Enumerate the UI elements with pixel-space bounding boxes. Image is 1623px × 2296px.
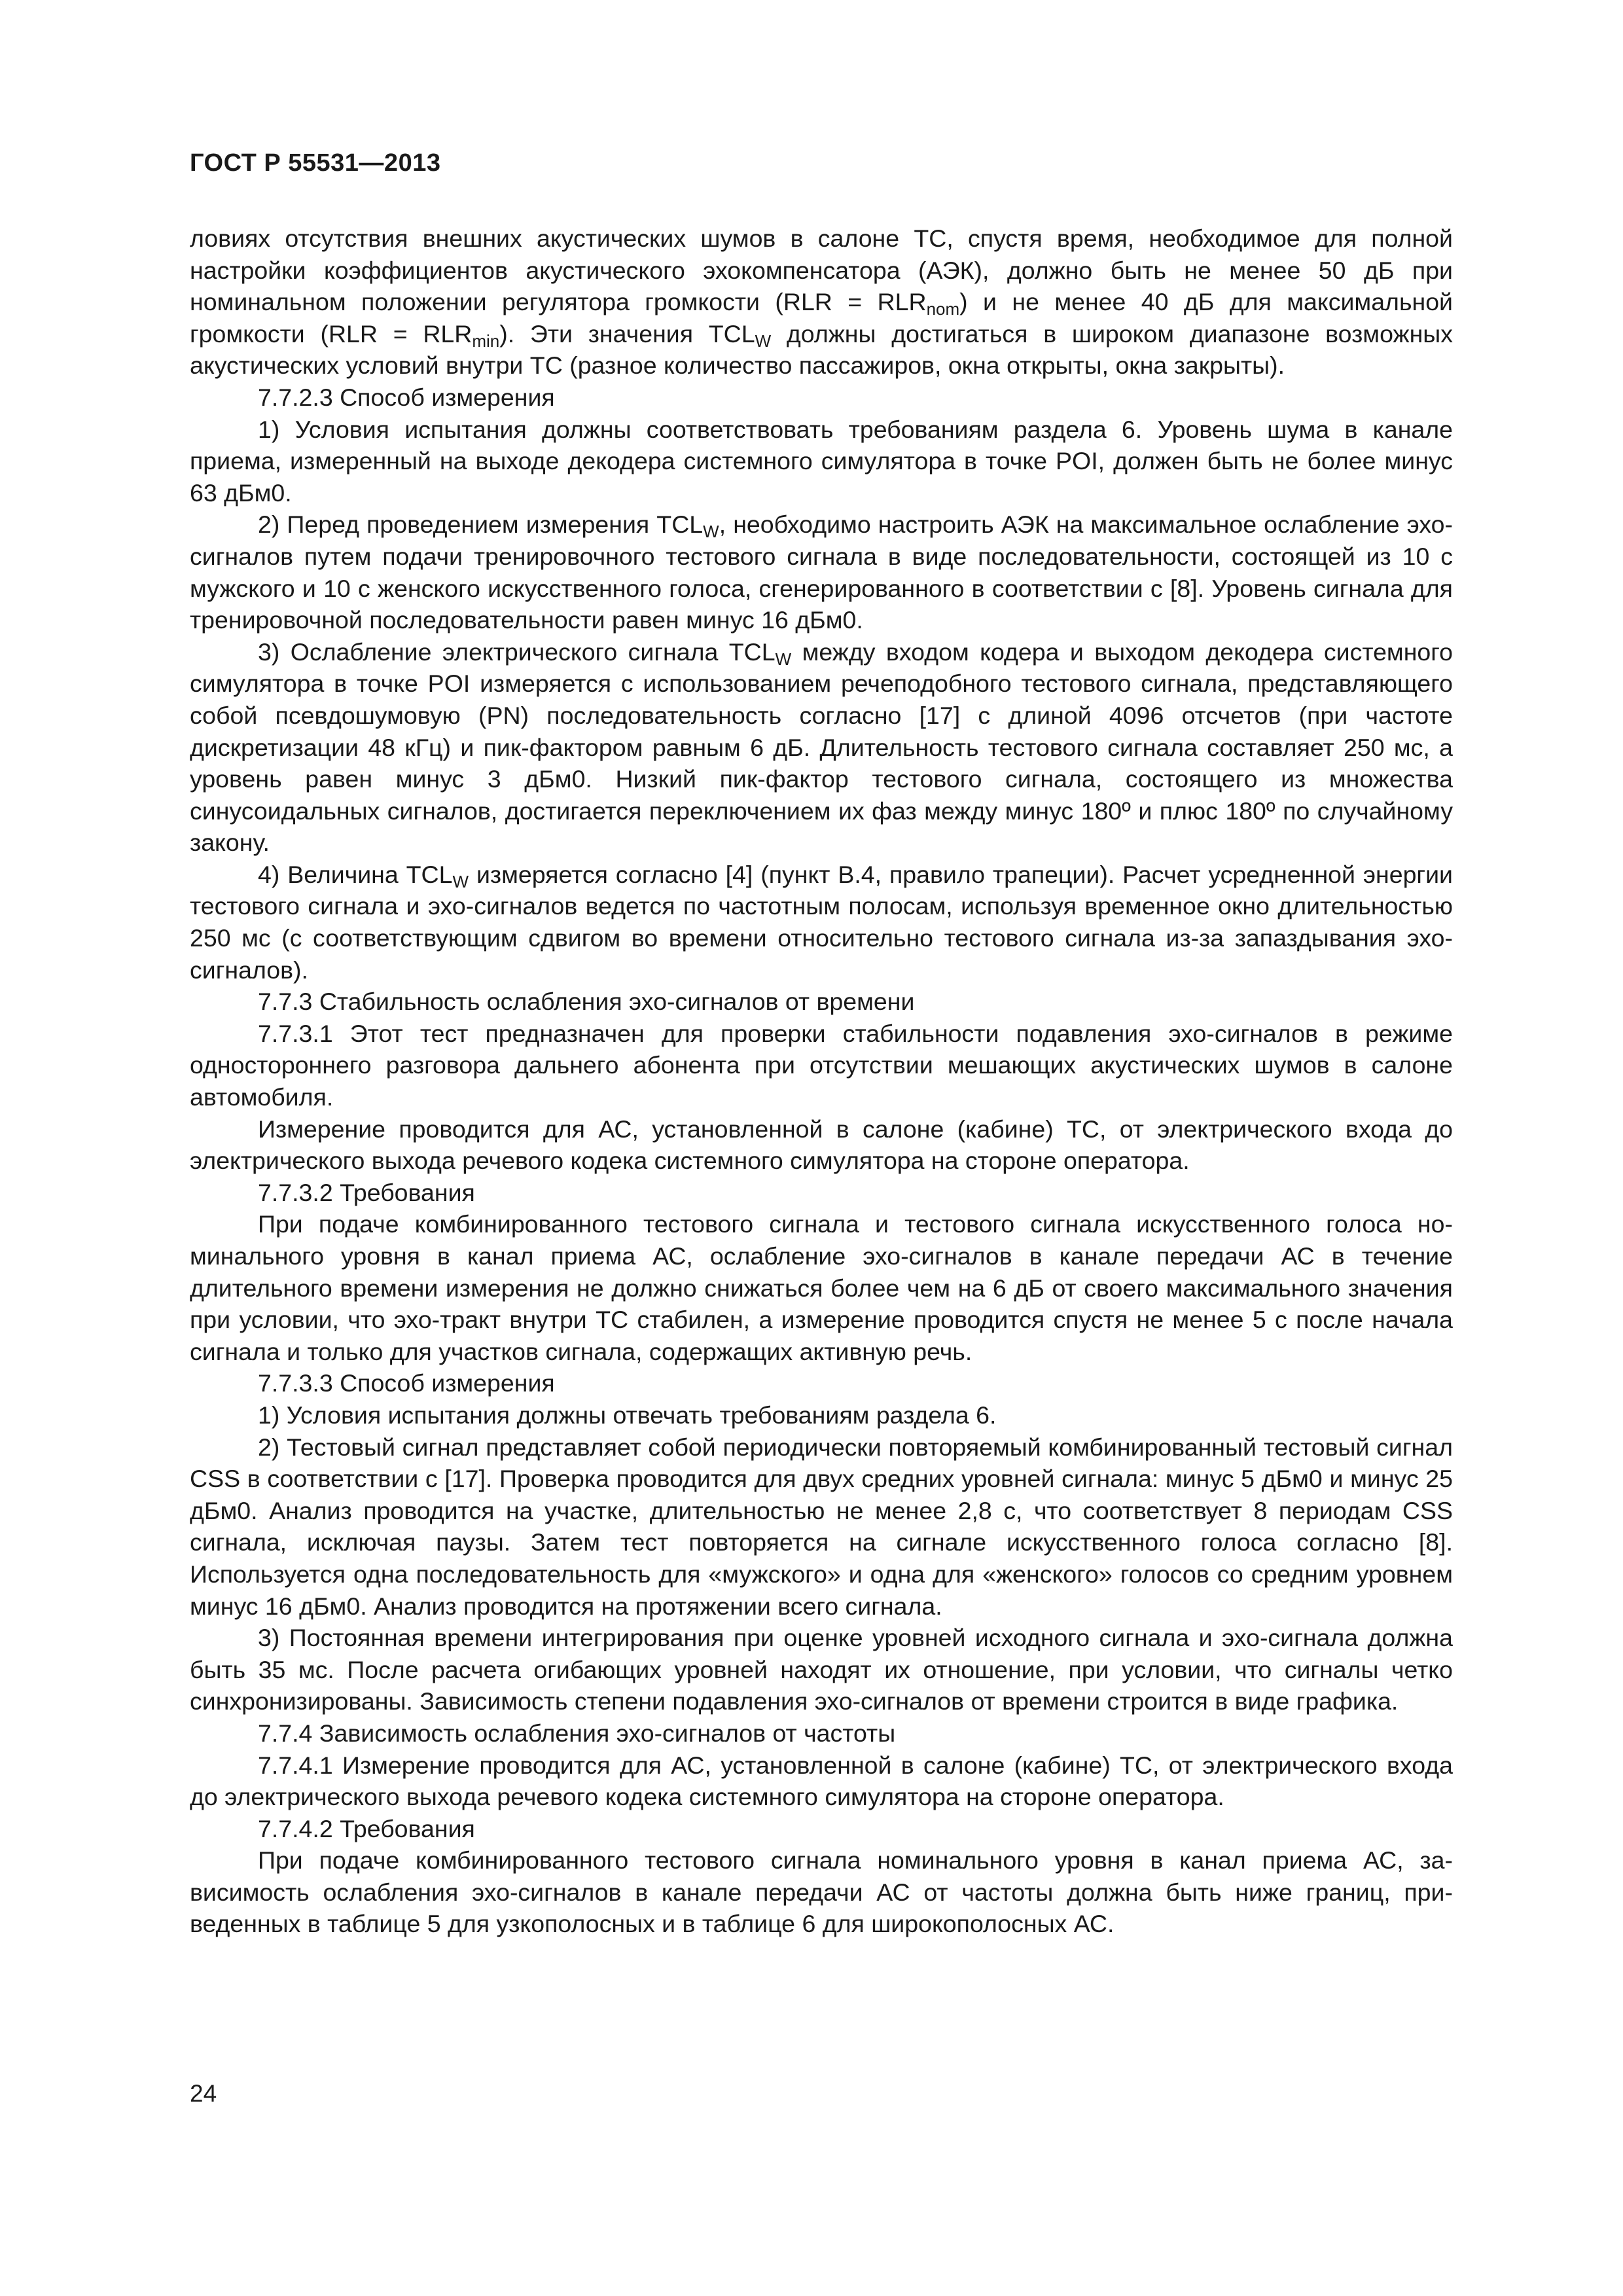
section-heading-7-7-2-3: 7.7.2.3 Способ измерения <box>258 383 555 411</box>
section-heading-7-7-3-2: 7.7.3.2 Требования <box>258 1178 475 1206</box>
page-number: 24 <box>190 2080 217 2107</box>
paragraph-item-1: 1) Условия испытания должны соответствовать требованиям раздела 6. Уровень шума в канале приема, измеренный на выходе декодера системного симулятора в точке POI, должен быть не более минус 63 дБм0. <box>190 415 1453 507</box>
paragraph-item-2: 2) Перед проведением измерения $TCL_W$, необходимо настроить АЭК на максимальное ослабление эхо-сигналов путем подачи тренировочного тестового сигнала в виде последовательности, состоящей из 10 с мужского и 10 с женского искусственного голоса, сгенерированного в соответствии с [8]. Уровень сигнала для тренировочной последовательности равен минус 16 дБм0. <box>190 511 1453 634</box>
paragraph-item-3b: 3) Постоянная времени интегрирования при оценке уровней исходного сигнала и эхо-сигнала должна быть 35 мс. После расчета огибающих уровней находят их отношение, при условии, что сигналы четко синхронизированы. Зависимость степени подавления эхо-сигналов от времени строится в виде графика. <box>190 1624 1453 1715</box>
document-body <box>190 223 1453 1940</box>
section-heading-7-7-3: 7.7.3 Стабильность ослабления эхо-сигналов от времени <box>258 988 915 1016</box>
paragraph-requirements-freq: При подаче комбинированного тестового сигнала номинального уровня в канал приема АС, зависимость ослабления эхо-сигналов в канале передачи АС от частоты должна быть ниже границ, приведенных в таблице 5 для узкополосных и в таблице 6 для широкополосных АС. <box>190 1846 1453 1938</box>
paragraph-item-4: 4) Величина $TCL_W$ измеряется согласно [4] (пункт B.4, правило трапеции). Расчет усредненной энергии тестового сигнала и эхо-сигналов ведется по частотным полосам, используя временное окно длительностью 250 мс (с соответствующим сдвигом во времени относительно тестового сигнала из-за запаздывания эхо-сигналов). <box>190 860 1454 984</box>
document-header: ГОСТ Р 55531—2013 <box>190 149 441 177</box>
paragraph-7-7-3-1: 7.7.3.1 Этот тест предназначен для проверки стабильности подавления эхо-сигналов в режиме одностороннего разговора дальнего абонента при отсутствии мешающих акустических шумов в салоне автомобиля. <box>190 1019 1453 1111</box>
paragraph-requirements: При подаче комбинированного тестового сигнала и тестового сигнала искусственного голоса номинального уровня в канал приема АС, ослабление эхо-сигналов в канале передачи АС в течение длительного времени измерения не должно снижаться более чем на 6 дБ от своего максимального значения при условии, что эхо-тракт внутри ТС стабилен, а измерение проводится спустя не менее 5 с после начала сигнала и только для участков сигнала, содержащих активную речь. <box>190 1210 1453 1365</box>
paragraph-item-2b: 2) Тестовый сигнал представляет собой периодически повторяемый комбинированный тестовый сигнал CSS в соответствии с [17]. Проверка проводится для двух средних уровней сигнала: минус 5 дБм0 и минус 25 дБм0. Анализ проводится на участке, длительностью не менее 2,8 с, что соответствует 8 периодам CSS сигнала, исключая паузы. Затем тест повторяется на сигнале искусственного голоса согласно [8]. Используется одна последовательность для «мужского» и одна для «женского» голосов со средним уровнем минус 16 дБм0. Анализ проводится на протяжении всего сигнала. <box>190 1433 1453 1620</box>
section-heading-7-7-3-3: 7.7.3.3 Способ измерения <box>258 1369 555 1397</box>
paragraph-7-7-4-1: 7.7.4.1 Измерение проводится для АС, установленной в салоне (кабине) ТС, от электрического входа до электрического выхода речевого кодека системного симулятора на стороне оператора. <box>190 1751 1453 1811</box>
section-heading-7-7-4: 7.7.4 Зависимость ослабления эхо-сигналов от частоты <box>258 1719 896 1747</box>
paragraph-item-1b: 1) Условия испытания должны отвечать требованиям раздела 6. <box>258 1401 997 1429</box>
paragraph-item-3: 3) Ослабление электрического сигнала $TCL_W$ между входом кодера и выходом декодера системного симулятора в точке POI измеряется с использованием речеподобного тестового сигнала, представляющего собой псевдошумовую (PN) последовательность согласно [17] с длиной 4096 отсчетов (при частоте дискретизации 48 кГц) и пик-фактором равным 6 дБ. Длительность тестового сигнала составляет 250 мс, а уровень равен минус 3 дБм0. Низкий пик-фактор тестового сигнала, состоящего из множества синусоидальных сигналов, достигается переключением их фаз между минус 180º и плюс 180º по случайному закону. <box>190 637 1453 857</box>
section-heading-7-7-4-2: 7.7.4.2 Требования <box>258 1814 475 1842</box>
paragraph-continuation: ловиях отсутствия внешних акустических шумов в салоне ТС, спустя время, необходимое для полной настройки коэффициентов акустического эхокомпенсатора (АЭК), должно быть не менее 50 дБ при номинальном положении регулятора громкости $(RLR = RLR_{nom})$ и не менее 40 дБ для максимальной громкости $(RLR = RLR_{min})$. Эти значения $TCL_W$ должны достигаться в широком диапазоне возможных акустических условий внутри ТС (разное количество пассажиров, окна открыты, окна закрыты). <box>190 224 1454 380</box>
paragraph-measurement-scope: Измерение проводится для АС, установленной в салоне (кабине) ТС, от электрического входа до электрического выхода речевого кодека системного симулятора на стороне оператора. <box>190 1115 1453 1175</box>
